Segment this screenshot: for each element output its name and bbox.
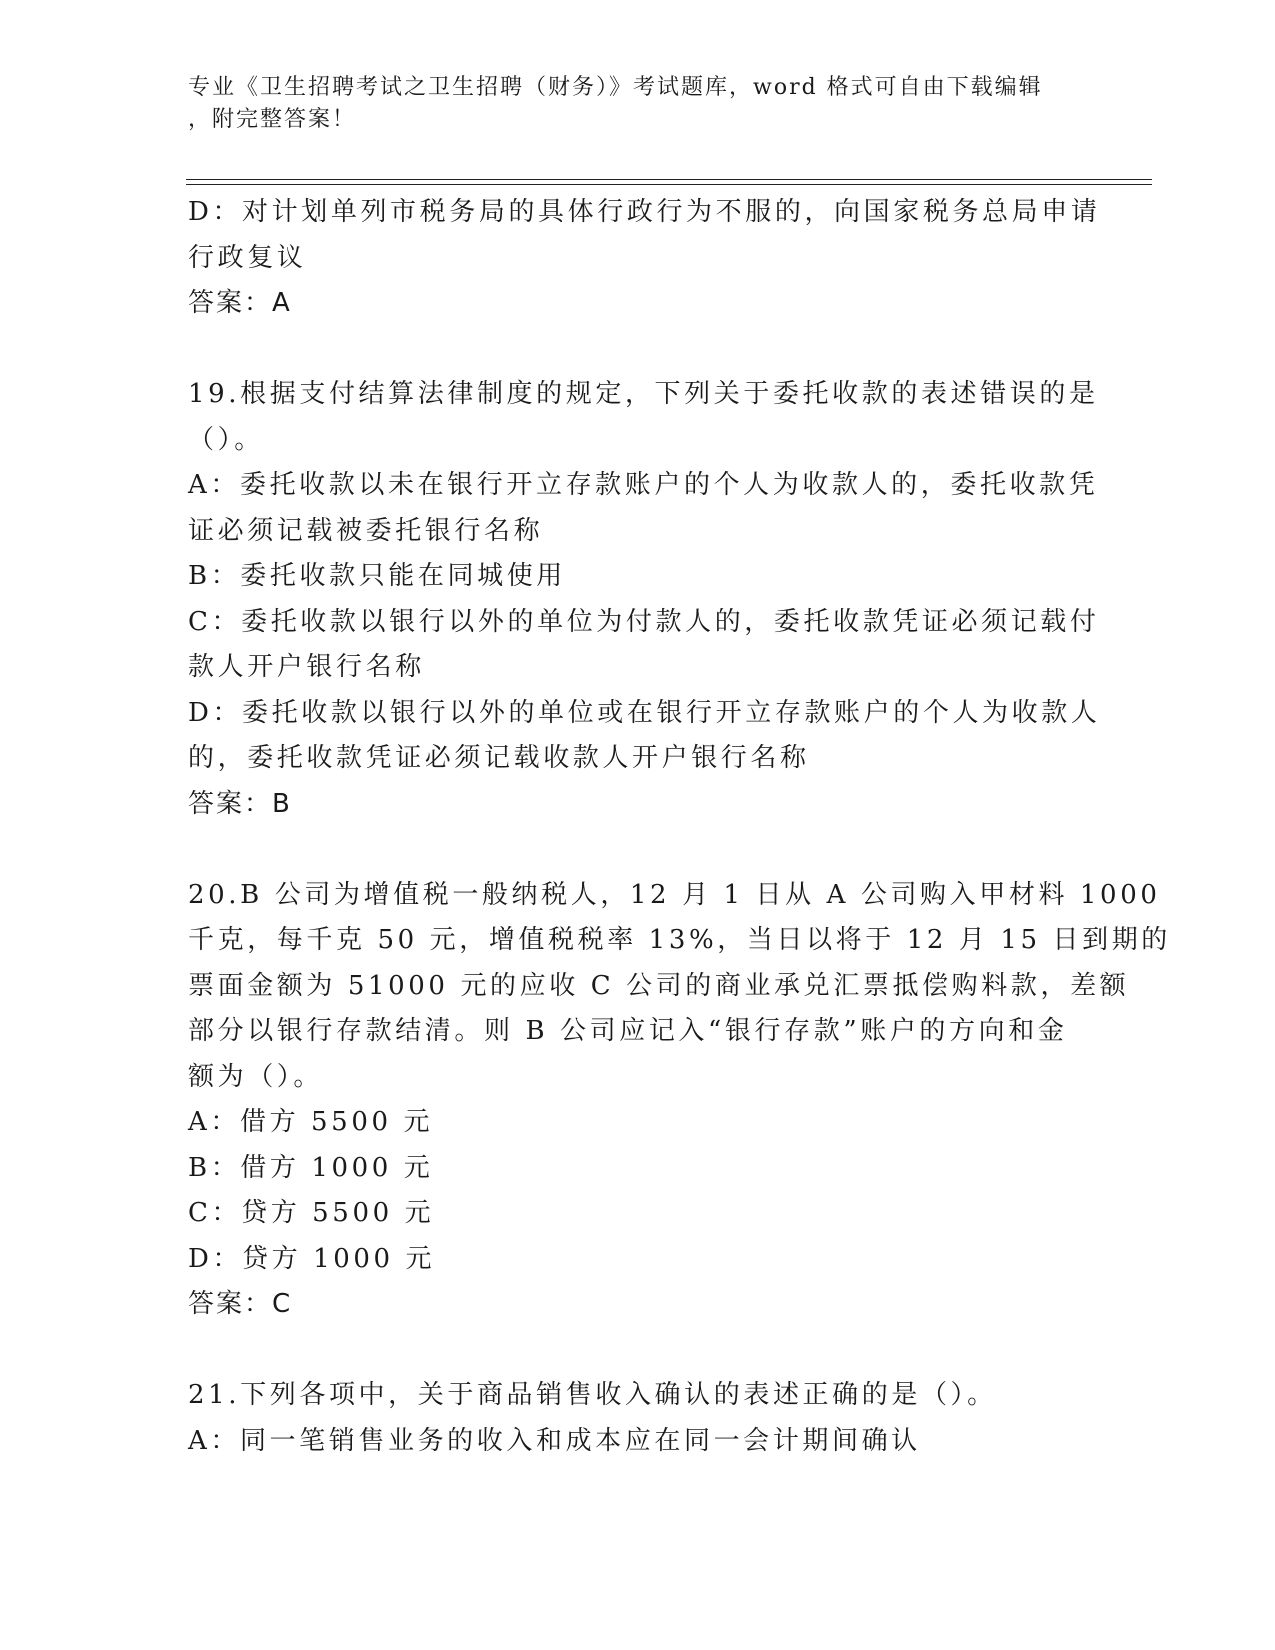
- question-19: [188, 372, 1101, 827]
- question-stem-continued: 部分以银行存款结清。则 B 公司应记入“银行存款”账户的方向和金: [188, 1016, 1068, 1046]
- document-header: [188, 72, 1088, 136]
- option-a: A：委托收款以未在银行开立存款账户的个人为收款人的，委托收款凭: [188, 470, 1099, 500]
- header-line-2: ，附完整答案！: [188, 107, 357, 132]
- option-d-continued: 行政复议: [188, 242, 307, 273]
- answer: 答案：C: [188, 1289, 293, 1319]
- option-a: A：借方 5500 元: [188, 1107, 434, 1137]
- question-stem: 20.B 公司为增值税一般纳税人，12 月 1 日从 A 公司购入甲材料 1000: [188, 879, 1161, 910]
- option-a: A：同一笔销售业务的收入和成本应在同一会计期间确认: [188, 1425, 921, 1456]
- answer: 答案：B: [188, 788, 292, 819]
- answer: 答案：A: [188, 288, 292, 318]
- question-stem-continued: 票面金额为 51000 元的应收 C 公司的商业承兑汇票抵偿购料款，差额: [188, 970, 1130, 1001]
- header-line-1: 专业《卫生招聘考试之卫生招聘（财务）》考试题库，word 格式可自由下载编辑: [188, 75, 1043, 100]
- option-d: D：委托收款以银行以外的单位或在银行开立存款账户的个人为收款人: [188, 697, 1101, 728]
- header-rule-top: [186, 179, 1152, 180]
- option-a-continued: 证必须记载被委托银行名称: [188, 515, 544, 546]
- option-c: C：委托收款以银行以外的单位为付款人的，委托收款凭证必须记载付: [188, 606, 1100, 637]
- question-20: [188, 873, 1171, 1328]
- prev-question-block: [188, 190, 1101, 327]
- question-stem: 19.根据支付结算法律制度的规定，下列关于委托收款的表述错误的是: [188, 379, 1099, 409]
- question-stem-continued: 额为（）。: [188, 1061, 324, 1092]
- option-c: C：贷方 5500 元: [188, 1198, 435, 1228]
- option-b: B：委托收款只能在同城使用: [188, 561, 566, 591]
- question-content: [188, 190, 1171, 1464]
- option-d: D：贷方 1000 元: [188, 1243, 436, 1274]
- question-stem: 21.下列各项中，关于商品销售收入确认的表述正确的是（）。: [188, 1380, 997, 1410]
- header-rule-bottom: [186, 184, 1152, 185]
- option-c-continued: 款人开户银行名称: [188, 652, 425, 682]
- option-b: B：借方 1000 元: [188, 1152, 434, 1183]
- question-stem-continued: （）。: [188, 424, 264, 455]
- question-21: [188, 1373, 1088, 1464]
- question-stem-continued: 千克，每千克 50 元，增值税税率 13%，当日以将于 12 月 15 日到期的: [188, 925, 1171, 955]
- option-d: D：对计划单列市税务局的具体行政行为不服的，向国家税务总局申请: [188, 197, 1101, 227]
- option-d-continued: 的，委托收款凭证必须记载收款人开户银行名称: [188, 743, 810, 773]
